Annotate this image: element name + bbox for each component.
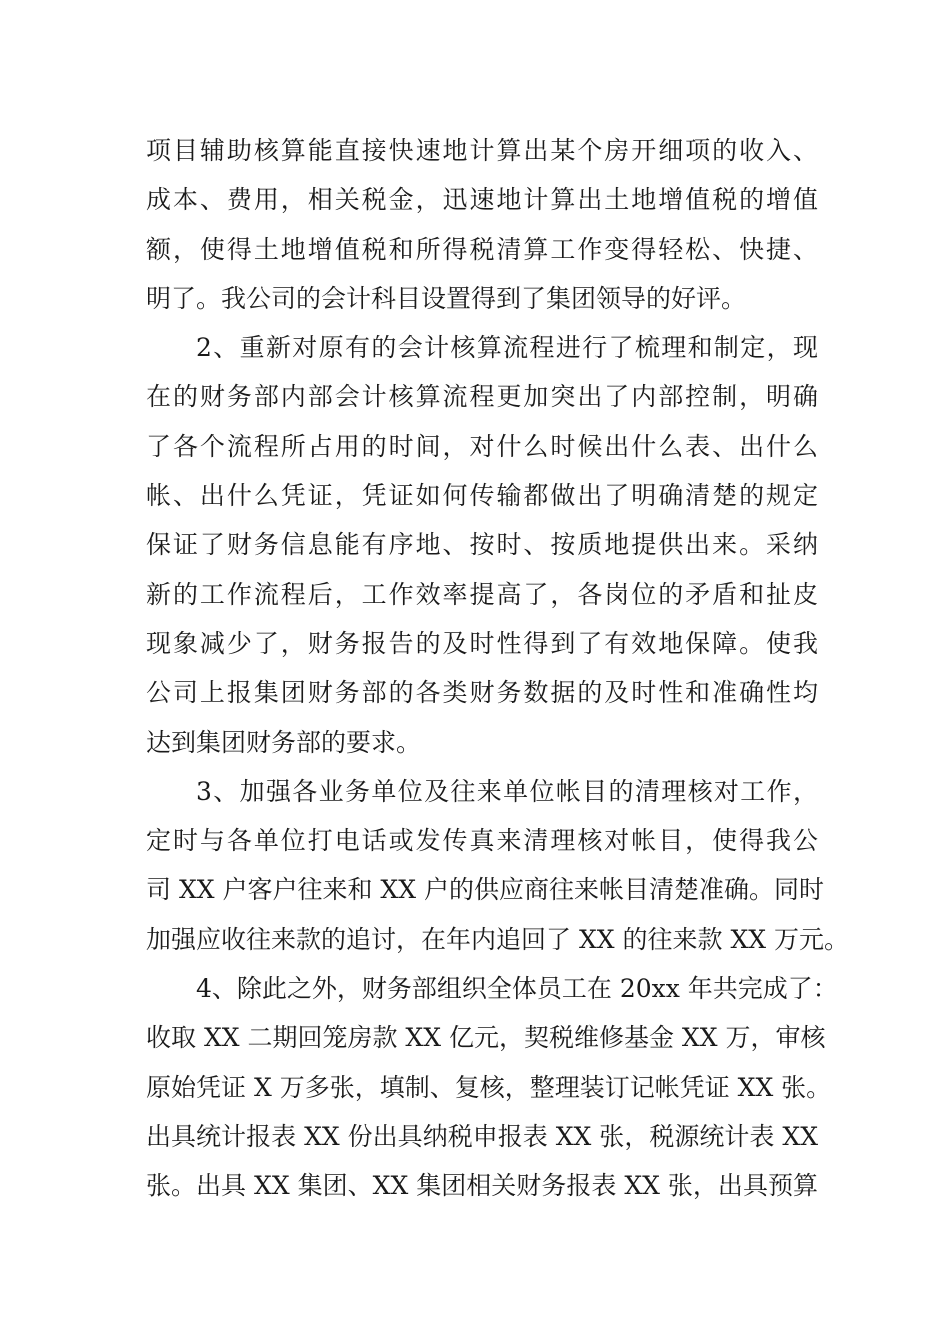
text-line: 原始凭证 X 万多张，填制、复核，整理装订记帐凭证 XX 张。 [146, 1072, 832, 1102]
text-line: 收取 XX 二期回笼房款 XX 亿元，契税维修基金 XX 万，审核 [146, 1023, 826, 1053]
text-line: 加强应收往来款的追讨，在年内追回了 XX 的往来款 XX 万元。 [146, 924, 849, 954]
text-line: 帐、出什么凭证，凭证如何传输都做出了明确清楚的规定 [146, 481, 818, 511]
text-line: 在的财务部内部会计核算流程更加突出了内部控制，明确 [146, 382, 818, 412]
text-line: 达到集团财务部的要求。 [146, 727, 422, 757]
text-line: 3、加强各业务单位及往来单位帐目的清理核对工作， [196, 776, 818, 806]
text-line: 项目辅助核算能直接快速地计算出某个房开细项的收入、 [146, 136, 818, 165]
text-line: 定时与各单位打电话或发传真来清理核对帐目，使得我公 [146, 826, 818, 856]
text-line: 明了。我公司的会计科目设置得到了集团领导的好评。 [146, 283, 747, 313]
text-line: 成本、费用，相关税金，迅速地计算出土地增值税的增值 [146, 185, 818, 215]
text-line: 出具统计报表 XX 份出具纳税申报表 XX 张，税源统计表 XX [146, 1121, 818, 1151]
document-body [146, 126, 849, 1211]
text-line: 了各个流程所占用的时间，对什么时候出什么表、出什么 [146, 431, 818, 461]
text-line: 2、重新对原有的会计核算流程进行了梳理和制定，现 [196, 333, 818, 363]
text-line: 现象减少了，财务报告的及时性得到了有效地保障。使我 [146, 628, 818, 658]
text-line: 司 XX 户客户往来和 XX 户的供应商往来帐目清楚准确。同时 [146, 875, 824, 905]
text-line: 保证了财务信息能有序地、按时、按质地提供出来。采纳 [146, 530, 818, 560]
text-line: 张。出具 XX 集团、XX 集团相关财务报表 XX 张，出具预算 [146, 1171, 818, 1201]
text-line: 额，使得土地增值税和所得税清算工作变得轻松、快捷、 [146, 234, 818, 264]
text-line: 4、除此之外，财务部组织全体员工在 20xx 年共完成了： [196, 974, 838, 1004]
text-line: 新的工作流程后，工作效率提高了，各岗位的矛盾和扯皮 [146, 579, 818, 609]
text-line: 公司上报集团财务部的各类财务数据的及时性和准确性均 [146, 678, 818, 708]
